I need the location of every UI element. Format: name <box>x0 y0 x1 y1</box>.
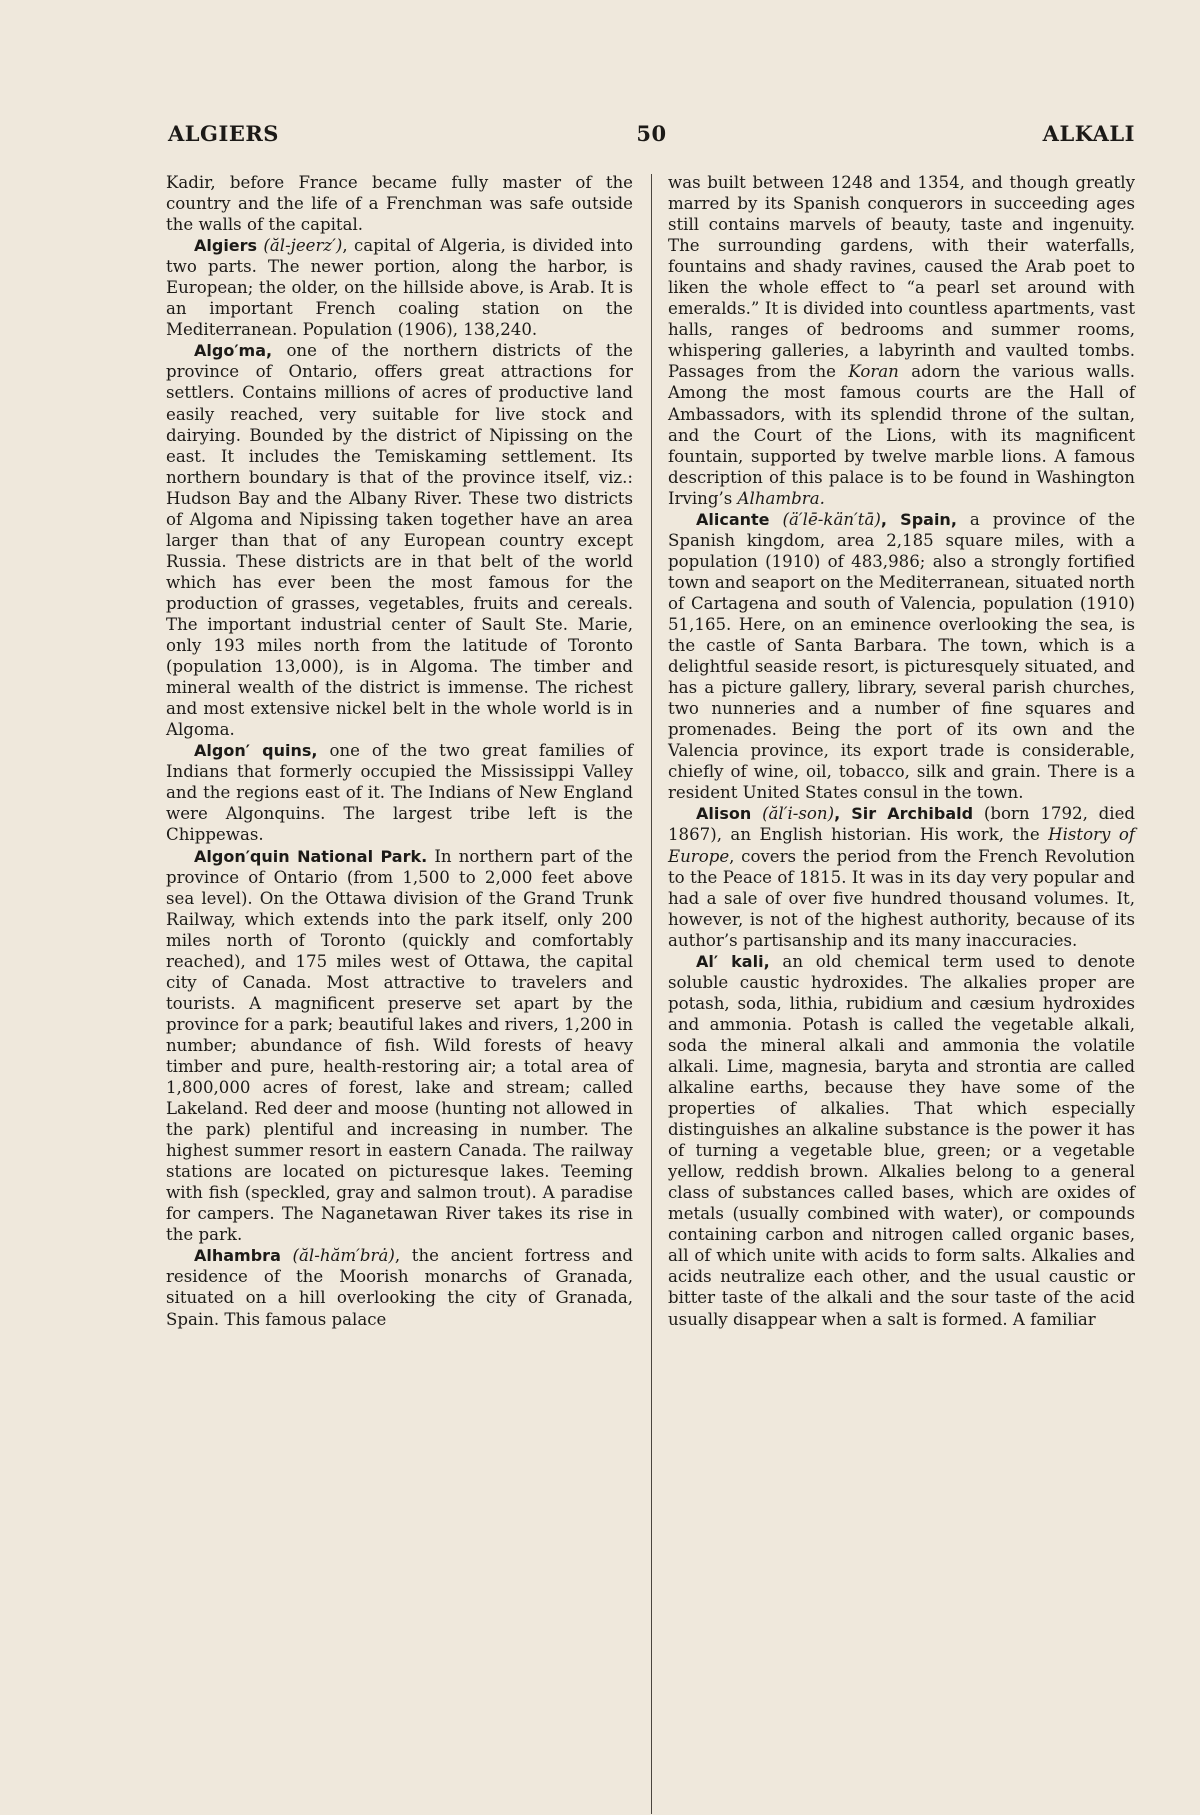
headword: , Sir Archibald <box>834 804 974 824</box>
entry-alicante <box>668 509 1135 804</box>
entry-text: , capital of Algeria, is divided into two parts. The newer portion, along the harbor, is European; the older, on the hillside above, is Arab. It is an important French coaling station on the Mediterranean. Population (1906), 138,240. <box>166 236 633 340</box>
entry-text: (born 1792, died 1867), an English historian. His work, the <box>668 804 1136 845</box>
continuation-text <box>166 172 633 235</box>
entry-algiers <box>166 235 633 340</box>
headword: Alicante <box>696 509 770 529</box>
italic-title: Alhambra. <box>737 488 825 508</box>
running-head-right: ALKALI <box>1042 121 1135 146</box>
pronunciation: (ăl′i-son) <box>762 804 835 824</box>
entry-text: , the ancient fortress and residence of the Moorish monarchs of Granada, situated on a hill overlooking the city of Granada, Spain. This famous palace <box>166 1246 634 1329</box>
headword: Alison <box>696 804 752 824</box>
entry-alhambra <box>166 1245 633 1329</box>
left-column <box>166 172 633 1330</box>
entry-text: adorn the various walls. Among the most famous courts are the Hall of Ambassadors, with its splendid throne of the sultan, and the Court of the Lions, with its magnificent fountain, supported by twelve marble lions. A famous description of this palace is to be found in Washington Irving’s <box>668 362 1135 508</box>
right-column <box>668 172 1135 1330</box>
pronunciation: (ăl-hăm′brȧ) <box>292 1246 395 1266</box>
entry-text: one of the northern districts of the province of Ontario, offers great attractions for settlers. Contains millions of acres of productive land easily reached, very suitable for live stock and dairying. Bounded by the district of Nipissing on the east. It includes the Temiskaming settlement. Its northern boundary is that of the province itself, viz.: Hudson Bay and the Albany River. These two districts of Algoma and Nipissing taken together have an area larger than that of any European country except Russia. These districts are in that belt of the world which has ever been the most famous for the production of grasses, vegetables, fruits and cereals. The important industrial center of Sault Ste. Marie, only 193 miles north from the latitude of Toronto (population 13,000), is in Algoma. The timber and mineral wealth of the district is immense. The richest and most extensive nickel belt in the whole world is in Algoma. <box>166 341 633 740</box>
entry-alkali <box>668 951 1135 1330</box>
headword: Algon′quin National Park. <box>194 846 428 866</box>
entry-algonquin-park <box>166 846 633 1246</box>
italic-title: History of Europe <box>668 825 1135 866</box>
entry-algoma <box>166 340 633 740</box>
entry-algonquins <box>166 740 633 845</box>
running-head <box>168 121 1135 155</box>
headword: Algo′ma, <box>194 341 273 361</box>
entry-text: was built between 1248 and 1354, and though greatly marred by its Spanish conquerors in succeeding ages still contains marvels of beauty, taste and ingenuity. The surrounding gardens, with their waterfalls, fountains and shady ravines, caused the Arab poet to liken the whole effect to “a pearl set around with emeralds.” It is divided into countless apartments, vast halls, ranges of bedrooms and summer rooms, whispering galleries, a labyrinth and vaulted tombs. Passages from the <box>668 173 1135 382</box>
headword: , Spain, <box>880 509 957 529</box>
continuation-text <box>668 172 1135 509</box>
entry-alison <box>668 803 1135 950</box>
pronunciation: (ä′lē-kän′tā) <box>782 509 881 529</box>
headword: Al′ kali, <box>696 951 770 971</box>
entry-text: an old chemical term used to denote soluble caustic hydroxides. The alkalies proper are potash, soda, lithia, rubidium and cæsium hydroxides and ammonia. Potash is called the vegetable alkali, soda the mineral alkali and ammonia the volatile alkali. Lime, magnesia, baryta and strontia are called alkaline earths, because they have some of the properties of alkalies. That which especially distinguishes an alkaline substance is the power it has of turning a vegetable blue, green; or a vegetable yellow, reddish brown. Alkalies belong to a general class of substances called bases, which are oxides of metals (usually combined with water), or compounds containing carbon and nitrogen called organic bases, all of which unite with acids to form salts. Alkalies and acids neutralize each other, and the usual caustic or bitter taste of the alkali and the sour taste of the acid usually disappear when a salt is formed. A familiar <box>668 951 1136 1329</box>
entry-text: a province of the Spanish kingdom, area 2,185 square miles, with a population (1910) of 483,986; also a strongly fortified town and seaport on the Mediterranean, situated north of Cartagena and south of Valencia, population (1910) 51,165. Here, on an eminence overlooking the sea, is the castle of Santa Barbara. The town, which is a delightful seaside resort, is picturesquely situated, and has a picture gallery, library, several parish churches, two nunneries and a number of fine squares and promenades. Being the port of its own and the Valencia province, its export trade is considerable, chiefly of wine, oil, tobacco, silk and grain. There is a resident United States consul in the town. <box>668 509 1136 803</box>
entry-text: , covers the period from the French Revolution to the Peace of 1815. It was in its day very popular and had a sale of over five hundred thousand volumes. It, however, is not of the highest authority, because of its author’s partisanship and its many inaccuracies. <box>668 846 1135 950</box>
headword: Algon′ quins, <box>194 741 318 761</box>
page-number: 50 <box>636 121 667 146</box>
entry-text: one of the two great families of Indians that formerly occupied the Mississippi Valley and the regions east of it. The Indians of New England were Algonquins. The largest tribe left is the Chippewas. <box>166 741 633 845</box>
column-divider <box>651 174 652 1814</box>
headword: Algiers <box>194 236 258 256</box>
pronunciation: (ăl-jeerz′) <box>263 236 343 256</box>
running-head-left: ALGIERS <box>168 121 279 146</box>
entry-text: Kadir, before France became fully master of the country and the life of a Frenchman was safe outside the walls of the capital. <box>166 173 633 235</box>
entry-text: In northern part of the province of Ontario (from 1,500 to 2,000 feet above sea level). On the Ottawa division of the Grand Trunk Railway, which extends into the park itself, only 200 miles north of Toronto (quickly and comfortably reached), and 175 miles west of Ottawa, the capital city of Canada. Most attractive to travelers and tourists. A magnificent preserve set apart by the province for a park; beautiful lakes and rivers, 1,200 in number; abundance of fish. Wild forests of heavy timber and pure, health-restoring air; a total area of 1,800,000 acres of forest, lake and stream; called Lakeland. Red deer and moose (hunting not allowed in the park) plentiful and increasing in number. The highest summer resort in eastern Canada. The railway stations are located on picturesque lakes. Teeming with fish (speckled, gray and salmon trout). A paradise for campers. The Naganetawan River takes its rise in the park. <box>166 846 634 1245</box>
italic-title: Koran <box>848 362 899 382</box>
headword: Alhambra <box>194 1246 281 1266</box>
